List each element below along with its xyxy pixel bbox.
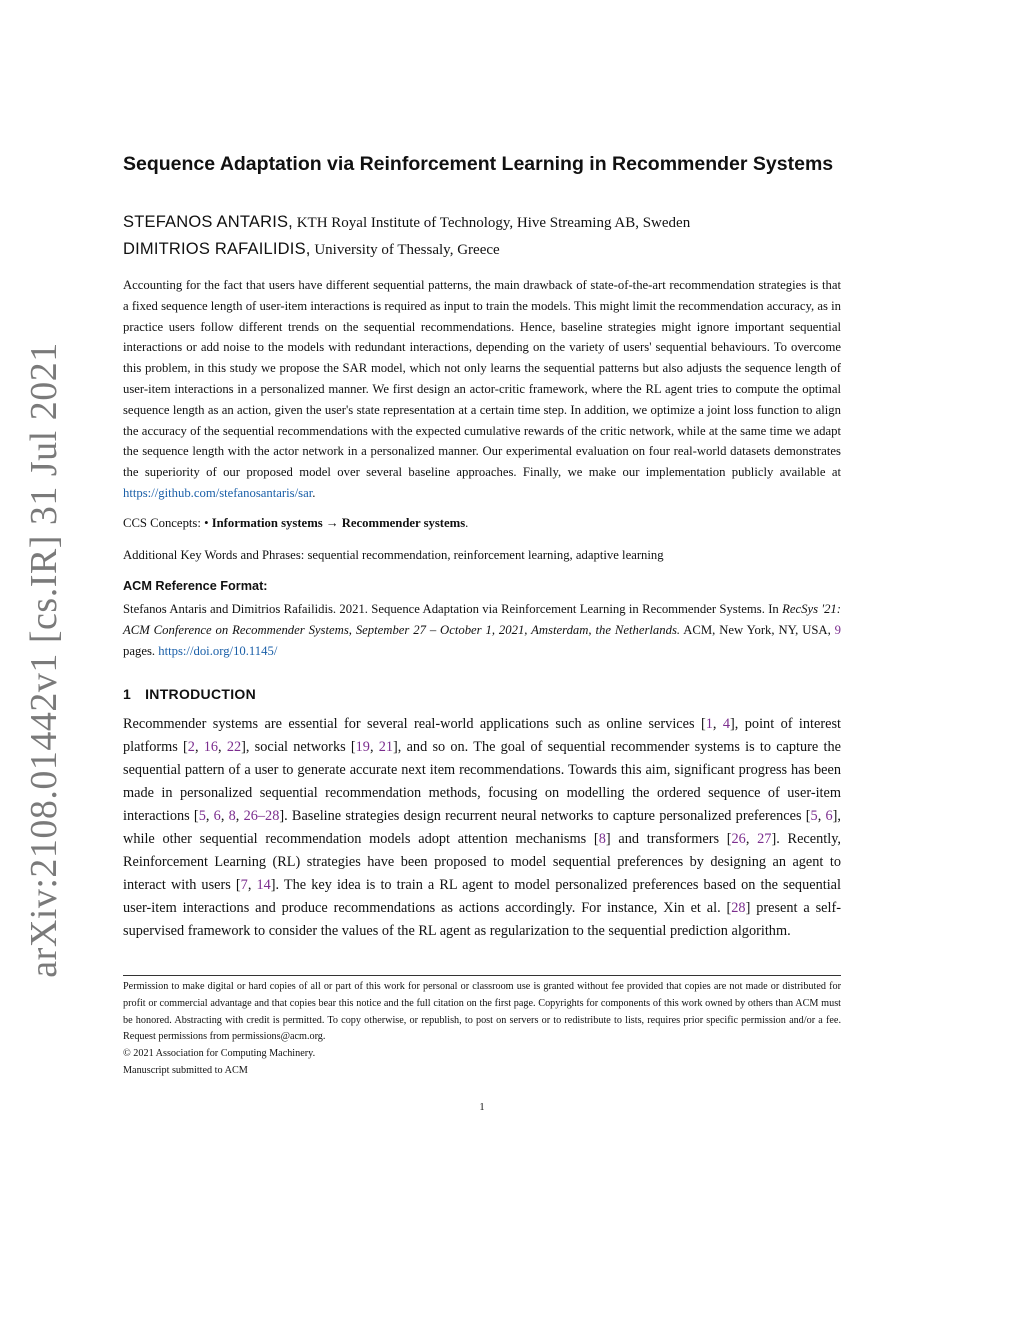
acm-reference-pages-label: pages. bbox=[123, 644, 156, 658]
intro-text: ], social networks [ bbox=[241, 739, 356, 755]
intro-text: Recommender systems are essential for several real-world applications such as online services [ bbox=[123, 716, 706, 732]
citation-link[interactable]: 5 bbox=[810, 808, 818, 824]
acm-reference-venue: RecSys '21: ACM Conference on Recommender Systems, September 27 – October 1, 2021, Amsterdam, the Netherlands. bbox=[123, 602, 841, 637]
intro-text: ], point of interest platforms [ bbox=[123, 716, 841, 755]
page-count-link[interactable]: 9 bbox=[834, 623, 841, 637]
citation-link[interactable]: 22 bbox=[226, 739, 242, 755]
ccs-arrow: → bbox=[325, 516, 339, 530]
code-repository-link[interactable]: https://github.com/stefanosantaris/sar bbox=[123, 485, 313, 500]
abstract-period: . bbox=[312, 485, 316, 500]
citation-link[interactable]: 27 bbox=[757, 831, 772, 847]
ccs-concept-recommender-systems: Recommender systems bbox=[341, 516, 466, 530]
doi-link[interactable]: https://doi.org/10.1145/ bbox=[158, 644, 278, 658]
page-number: 1 bbox=[479, 1102, 485, 1113]
citation-link[interactable]: 14 bbox=[256, 877, 271, 893]
author-affiliation: KTH Royal Institute of Technology, Hive Streaming AB, Sweden bbox=[296, 215, 691, 231]
citation-link[interactable]: 7 bbox=[240, 877, 248, 893]
citation-link[interactable]: 5 bbox=[198, 808, 206, 824]
intro-text: ] present a self-supervised framework to consider the values of the RL agent as regularization to the sequential prediction algorithm. bbox=[123, 900, 841, 939]
section-title: INTRODUCTION bbox=[145, 686, 257, 702]
citation-link[interactable]: 21 bbox=[378, 739, 394, 755]
intro-text: ], while other sequential recommendation models adopt attention mechanisms [ bbox=[123, 808, 841, 847]
author-name: STEFANOS ANTARIS, bbox=[123, 213, 293, 231]
section-heading-introduction bbox=[123, 686, 256, 702]
arxiv-side-stamp bbox=[20, 342, 68, 978]
footnote-divider bbox=[123, 975, 841, 976]
citation-link[interactable]: 26 bbox=[731, 831, 746, 847]
intro-text: ], and so on. The goal of sequential recommender systems is to capture the sequential pattern of a user to generate accurate next item recommendations. Towards this aim, significant progress has been made in personalized sequential recommendation methods, focusing on modelling the ordered sequence of user-item interactions [ bbox=[123, 739, 841, 824]
introduction-paragraph bbox=[123, 713, 841, 943]
citation-link[interactable]: 2 bbox=[187, 739, 195, 755]
acm-reference bbox=[123, 599, 841, 662]
intro-text: , bbox=[235, 808, 244, 824]
intro-text: , bbox=[247, 877, 257, 893]
ccs-concepts bbox=[123, 516, 841, 531]
citation-link[interactable]: 8 bbox=[228, 808, 236, 824]
citation-link[interactable]: 16 bbox=[203, 739, 219, 755]
intro-text: , bbox=[712, 716, 723, 732]
citation-link[interactable]: 26–28 bbox=[243, 808, 280, 824]
citation-link[interactable]: 6 bbox=[825, 808, 833, 824]
manuscript-note: Manuscript submitted to ACM bbox=[123, 1065, 248, 1076]
citation-link[interactable]: 8 bbox=[598, 831, 606, 847]
section-number: 1 bbox=[123, 686, 132, 702]
intro-text: ]. Baseline strategies design recurrent neural networks to capture personalized preferences [ bbox=[279, 808, 811, 824]
citation-link[interactable]: 28 bbox=[731, 900, 746, 916]
keywords: Additional Key Words and Phrases: sequential recommendation, reinforcement learning, adaptive learning bbox=[123, 548, 664, 562]
arxiv-identifier: arXiv:2108.01442v1 [cs.IR] 31 Jul 2021 bbox=[23, 342, 65, 978]
citation-link[interactable]: 6 bbox=[213, 808, 221, 824]
copyright-notice: © 2021 Association for Computing Machinery. bbox=[123, 1048, 316, 1059]
ccs-label: CCS Concepts: • bbox=[123, 516, 209, 530]
acm-reference-heading: ACM Reference Format: bbox=[123, 579, 268, 593]
acm-reference-publisher: ACM, New York, NY, USA, bbox=[683, 623, 831, 637]
intro-text: , bbox=[369, 739, 379, 755]
intro-text: , bbox=[205, 808, 214, 824]
abstract-text: Accounting for the fact that users have different sequential patterns, the main drawback of state-of-the-art recommendation strategies is that a fixed sequence length of user-item interactions is required as input to train the models. This might limit the recommendation accuracy, as in practice users follow different trends on the sequential recommendations. Hence, baseline strategies might ignore important sequential interactions or add noise to the models with redundant interactions, depending on the variety of users' sequential behaviours. To overcome this problem, in this study we propose the SAR model, which not only learns the sequential patterns but also adjusts the sequence length of user-item interactions in a personalized manner. We first design an actor-critic framework, where the RL agent tries to compute the optimal sequence length as an action, given the user's state representation at a certain time step. In addition, we optimize a joint loss function to align the accuracy of the sequential recommendations with the expected cumulative rewards of the critic network, while at the same time we adapt the sequence length with the actor network in a personalized manner. Our experimental evaluation on four real-world datasets demonstrates the superiority of our proposed model over several baseline approaches. Finally, we make our implementation publicly available at bbox=[123, 278, 841, 480]
intro-text: ]. Recently, Reinforcement Learning (RL) strategies have been proposed to model sequential preferences by designing an agent to interact with users [ bbox=[123, 831, 841, 893]
author-name: DIMITRIOS RAFAILIDIS, bbox=[123, 240, 311, 258]
citation-link[interactable]: 19 bbox=[355, 739, 370, 755]
intro-text: ] and transformers [ bbox=[605, 831, 732, 847]
intro-text: , bbox=[218, 739, 227, 755]
author-block bbox=[123, 240, 863, 259]
paper-title: Sequence Adaptation via Reinforcement Learning in Recommender Systems bbox=[123, 153, 834, 175]
author-affiliation: University of Thessaly, Greece bbox=[314, 242, 500, 258]
intro-text: , bbox=[817, 808, 826, 824]
ccs-concept-information-systems: Information systems bbox=[211, 516, 323, 530]
abstract bbox=[123, 275, 841, 504]
intro-text: ]. The key idea is to train a RL agent to model personalized preferences based on the sequential user-item interactions and produce recommendations as actions accordingly. For instance, Xin et al. [ bbox=[123, 877, 841, 916]
intro-text: , bbox=[220, 808, 229, 824]
intro-text: , bbox=[194, 739, 204, 755]
permission-notice: Permission to make digital or hard copies of all or part of this work for personal or classroom use is granted without fee provided that copies are not made or distributed for profit or commercial advantage and that copies bear this notice and the full citation on the first page. Copyrights for components of this work owned by others than ACM must be honored. Abstracting with credit is permitted. To copy otherwise, or republish, to post on servers or to redistribute to lists, requires prior specific permission and/or a fee. Request permissions from permissions@acm.org. bbox=[123, 981, 841, 1043]
author-block bbox=[123, 213, 863, 232]
citation-link[interactable]: 4 bbox=[722, 716, 731, 732]
acm-reference-citation: Stefanos Antaris and Dimitrios Rafailidis. 2021. Sequence Adaptation via Reinforcement Learning in Recommender Systems. In bbox=[123, 602, 779, 616]
ccs-period: . bbox=[465, 516, 469, 530]
intro-text: , bbox=[745, 831, 758, 847]
citation-link[interactable]: 1 bbox=[705, 716, 713, 732]
